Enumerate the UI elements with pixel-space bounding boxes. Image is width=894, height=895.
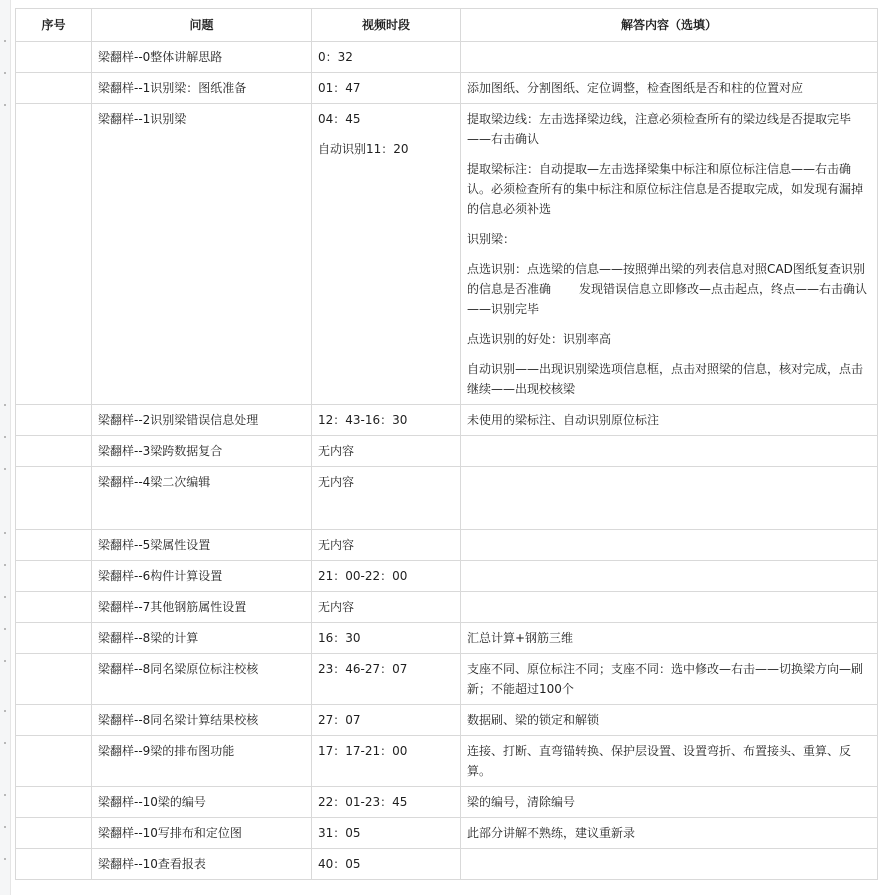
time-text: 40：05: [318, 857, 361, 871]
index-cell[interactable]: [16, 818, 92, 849]
answer-cell[interactable]: [461, 530, 878, 561]
time-cell[interactable]: [312, 818, 461, 849]
question-cell[interactable]: 梁翻样--1识别梁：图纸准备: [92, 73, 312, 104]
table-row: [16, 736, 878, 787]
answer-text: 识别梁：: [467, 232, 516, 246]
time-cell[interactable]: [312, 467, 461, 530]
gutter-marker: [4, 40, 6, 42]
time-cell[interactable]: [312, 787, 461, 818]
answer-text: 自动识别——出现识别梁选项信息框，点击对照梁的信息，核对完成，点击继续——出现校核梁: [467, 362, 864, 396]
table-row: [16, 561, 878, 592]
time-text: 27：07: [318, 713, 361, 727]
gutter-marker: [4, 596, 6, 598]
question-cell[interactable]: 梁翻样--8同名梁原位标注校核: [92, 654, 312, 705]
time-text: 无内容: [318, 444, 355, 458]
gutter-marker: [4, 742, 6, 744]
answer-cell[interactable]: [461, 849, 878, 880]
gutter-marker: [4, 404, 6, 406]
table-row: [16, 467, 878, 530]
time-cell[interactable]: [312, 592, 461, 623]
answer-text: 此部分讲解不熟练，建议重新录: [467, 826, 636, 840]
time-text: 23：46-27：07: [318, 662, 408, 676]
gutter-marker: [4, 564, 6, 566]
question-cell[interactable]: 梁翻样--9梁的排布图功能: [92, 736, 312, 787]
answer-text: 添加图纸、分割图纸、定位调整，检查图纸是否和柱的位置对应: [467, 81, 804, 95]
table-row: [16, 592, 878, 623]
gutter-marker: [4, 532, 6, 534]
table-row: [16, 705, 878, 736]
answer-text: 梁的编号，清除编号: [467, 795, 576, 809]
table-row: [16, 73, 878, 104]
answer-text: 连接、打断、直弯锚转换、保护层设置、设置弯折、布置接头、重算、反算。: [467, 744, 852, 778]
table-row: [16, 849, 878, 880]
table-row: [16, 405, 878, 436]
answer-text: 提取梁边线：左击选择梁边线，注意必须检查所有的梁边线是否提取完毕——右击确认: [467, 112, 852, 146]
answer-text: 提取梁标注：自动提取—左击选择梁集中标注和原位标注信息——右击确认。必须检查所有的集中标注和原位标注信息是否提取完成，如发现有漏掉的信息必须补选: [467, 162, 864, 216]
index-cell[interactable]: [16, 787, 92, 818]
table-row: [16, 818, 878, 849]
index-cell[interactable]: [16, 623, 92, 654]
index-cell[interactable]: [16, 736, 92, 787]
answer-cell[interactable]: [461, 736, 878, 787]
answer-text-part: 点选识别：点选梁的信息——按照弹出梁的列表信息对照CAD图纸复查识别的信息是否准确: [467, 262, 865, 296]
index-cell[interactable]: [16, 436, 92, 467]
time-text: 04：45: [318, 112, 361, 126]
question-cell[interactable]: 梁翻样--8同名梁计算结果校核: [92, 705, 312, 736]
table-row: [16, 42, 878, 73]
time-text: 16：30: [318, 631, 361, 645]
index-cell[interactable]: [16, 73, 92, 104]
time-text: 0：32: [318, 50, 353, 64]
table-header-row: [16, 9, 878, 42]
time-text: 17：17-21：00: [318, 744, 408, 758]
time-cell[interactable]: [312, 561, 461, 592]
time-cell[interactable]: [312, 104, 461, 405]
index-cell[interactable]: [16, 467, 92, 530]
gutter-marker: [4, 826, 6, 828]
index-cell[interactable]: [16, 42, 92, 73]
index-cell[interactable]: [16, 405, 92, 436]
index-cell[interactable]: [16, 104, 92, 405]
table-row: [16, 104, 878, 405]
table-row: [16, 530, 878, 561]
column-header-answer[interactable]: 解答内容（选填）: [461, 9, 878, 42]
table-row: [16, 787, 878, 818]
time-cell[interactable]: [312, 436, 461, 467]
answer-cell[interactable]: [461, 104, 878, 405]
left-gutter: [0, 0, 11, 895]
gutter-marker: [4, 436, 6, 438]
answer-cell[interactable]: [461, 405, 878, 436]
gutter-marker: [4, 710, 6, 712]
question-cell[interactable]: 梁翻样--1识别梁: [92, 104, 312, 405]
index-cell[interactable]: [16, 849, 92, 880]
answer-text-part: 发现错误信息立即修改—点击起点，终点——右击确认——识别完毕: [467, 282, 868, 316]
answer-cell[interactable]: [461, 73, 878, 104]
time-text: 21：00-22：00: [318, 569, 408, 583]
answer-cell[interactable]: [461, 654, 878, 705]
question-cell[interactable]: 梁翻样--6构件计算设置: [92, 561, 312, 592]
question-cell[interactable]: 梁翻样--8梁的计算: [92, 623, 312, 654]
table-row: [16, 436, 878, 467]
time-cell[interactable]: [312, 654, 461, 705]
index-cell[interactable]: [16, 654, 92, 705]
time-text: 01：47: [318, 81, 361, 95]
index-cell[interactable]: [16, 705, 92, 736]
answer-cell[interactable]: [461, 592, 878, 623]
time-text: 无内容: [318, 538, 355, 552]
answer-cell[interactable]: [461, 623, 878, 654]
column-header-index[interactable]: 序号: [16, 9, 92, 42]
question-cell[interactable]: 梁翻样--2识别梁错误信息处理: [92, 405, 312, 436]
answer-text: 支座不同、原位标注不同；支座不同：选中修改—右击——切换梁方向—刷新；不能超过100个: [467, 662, 864, 696]
time-text: 自动识别11：20: [318, 142, 409, 156]
question-cell[interactable]: 梁翻样--3梁跨数据复合: [92, 436, 312, 467]
column-header-time[interactable]: 视频时段: [312, 9, 461, 42]
question-cell[interactable]: 梁翻样--10查看报表: [92, 849, 312, 880]
answer-cell[interactable]: [461, 818, 878, 849]
answer-text: 数据刷、梁的锁定和解锁: [467, 713, 600, 727]
time-text: 无内容: [318, 600, 355, 614]
answer-cell[interactable]: [461, 436, 878, 467]
gutter-marker: [4, 104, 6, 106]
time-cell[interactable]: [312, 530, 461, 561]
question-cell[interactable]: 梁翻样--5梁属性设置: [92, 530, 312, 561]
time-text: 无内容: [318, 475, 355, 489]
column-header-question[interactable]: 问题: [92, 9, 312, 42]
time-cell[interactable]: [312, 405, 461, 436]
answer-text: 点选识别的好处：识别率高: [467, 332, 612, 346]
table-row: [16, 623, 878, 654]
answer-cell[interactable]: [461, 467, 878, 530]
time-cell[interactable]: [312, 623, 461, 654]
question-cell[interactable]: 梁翻样--10写排布和定位图: [92, 818, 312, 849]
answer-cell[interactable]: [461, 787, 878, 818]
question-cell[interactable]: 梁翻样--10梁的编号: [92, 787, 312, 818]
time-cell[interactable]: [312, 705, 461, 736]
answer-cell[interactable]: [461, 42, 878, 73]
gutter-marker: [4, 628, 6, 630]
time-text: 31：05: [318, 826, 361, 840]
time-cell[interactable]: [312, 849, 461, 880]
gutter-marker: [4, 468, 6, 470]
question-cell[interactable]: 梁翻样--4梁二次编辑: [92, 467, 312, 530]
time-cell[interactable]: [312, 73, 461, 104]
index-cell[interactable]: [16, 592, 92, 623]
gutter-marker: [4, 858, 6, 860]
video-qa-table: [15, 8, 878, 880]
gutter-marker: [4, 660, 6, 662]
gutter-marker: [4, 794, 6, 796]
time-text: 12：43-16：30: [318, 413, 408, 427]
time-text: 22：01-23：45: [318, 795, 408, 809]
table-row: [16, 654, 878, 705]
gutter-marker: [4, 72, 6, 74]
index-cell[interactable]: [16, 530, 92, 561]
index-cell[interactable]: [16, 561, 92, 592]
answer-text: 汇总计算+钢筋三维: [467, 631, 574, 645]
answer-text: [467, 259, 871, 319]
answer-text: 未使用的梁标注、自动识别原位标注: [467, 413, 660, 427]
answer-cell[interactable]: [461, 561, 878, 592]
question-cell[interactable]: 梁翻样--0整体讲解思路: [92, 42, 312, 73]
question-cell[interactable]: 梁翻样--7其他钢筋属性设置: [92, 592, 312, 623]
time-cell[interactable]: [312, 42, 461, 73]
time-cell[interactable]: [312, 736, 461, 787]
answer-cell[interactable]: [461, 705, 878, 736]
